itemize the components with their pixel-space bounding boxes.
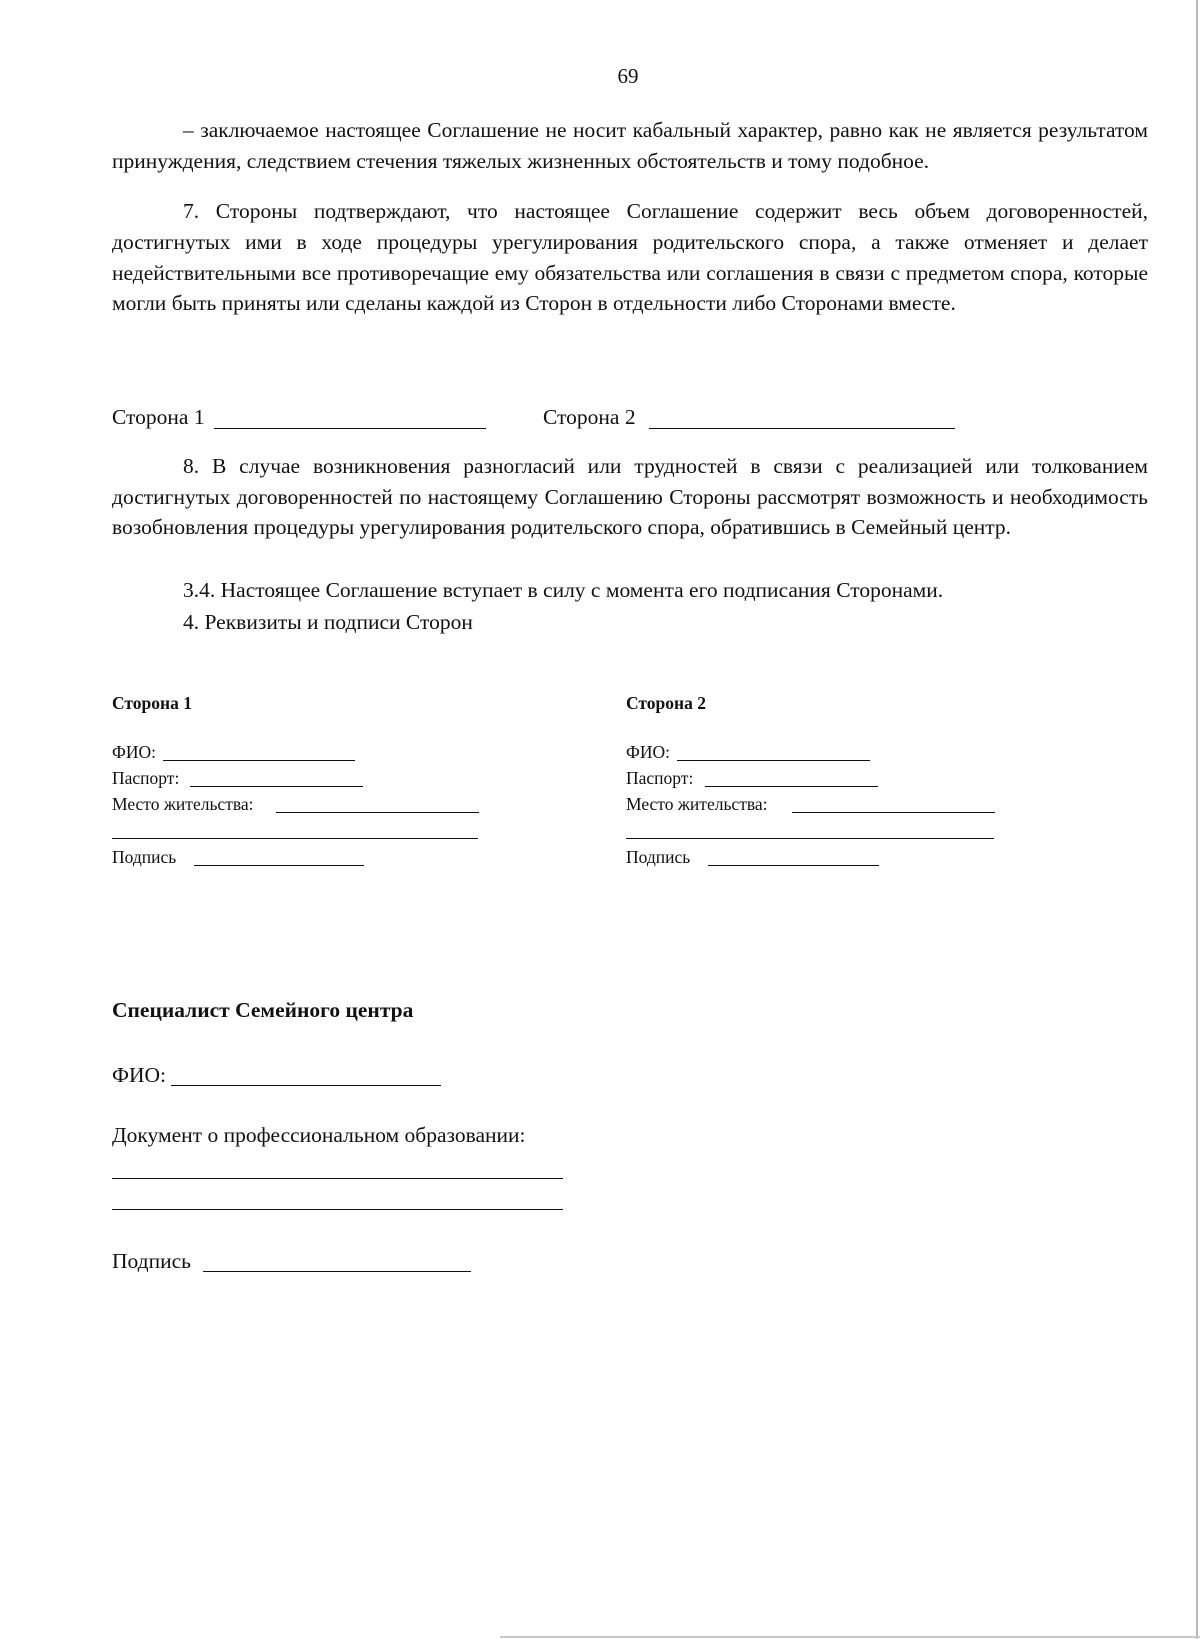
party1-residence-label: Место жительства: [112, 794, 254, 814]
specialist-signature-field[interactable] [203, 1271, 471, 1272]
paragraph-4: 4. Реквизиты и подписи Сторон [183, 610, 473, 634]
specialist-signature-label: Подпись [112, 1249, 191, 1273]
party1-sign-line[interactable] [214, 428, 486, 429]
paragraph-3-4: 3.4. Настоящее Соглашение вступает в силу с момента его подписания Сторонами. [183, 578, 944, 602]
party2-sign-label: Сторона 2 [543, 405, 636, 429]
specialist-fio-label: ФИО: [112, 1063, 167, 1087]
party1-sign-label: Сторона 1 [112, 405, 205, 429]
party2-heading: Сторона 2 [626, 693, 706, 713]
party1-heading: Сторона 1 [112, 693, 192, 713]
party1-fio-field[interactable] [163, 760, 355, 761]
specialist-education-field-1[interactable] [112, 1178, 563, 1179]
page-number: 69 [617, 64, 639, 88]
party1-fio-label: ФИО: [112, 742, 156, 762]
party2-fio-field[interactable] [677, 760, 870, 761]
party2-residence-label: Место жительства: [626, 794, 768, 814]
party2-passport-label: Паспорт: [626, 768, 694, 788]
paragraph-dash-item: – заключаемое настоящее Соглашение не носит кабальный характер, равно как не является результатом принуждения, следствием стечения тяжелых жизненных обстоятельств и тому подобное. [112, 118, 1148, 173]
party2-sign-line[interactable] [649, 428, 955, 429]
party1-signature-label: Подпись [112, 847, 177, 867]
party2-residence-field-line2[interactable] [626, 838, 994, 839]
party2-fio-label: ФИО: [626, 742, 670, 762]
party2-signature-label: Подпись [626, 847, 691, 867]
paragraph-8: 8. В случае возникновения разногласий или трудностей в связи с реализацией или толкованием достигнутых договоренностей по настоящему Соглашению Стороны рассмотрят возможность и необходимость возобновления процедуры урегулирования родительского спора, обратившись в Семейный центр. [112, 454, 1148, 539]
party2-passport-field[interactable] [705, 786, 878, 787]
party1-passport-label: Паспорт: [112, 768, 180, 788]
party1-signature-field[interactable] [194, 865, 364, 866]
party1-residence-field[interactable] [276, 812, 479, 813]
specialist-fio-field[interactable] [171, 1085, 441, 1086]
page-edge-right [1196, 0, 1198, 1639]
paragraph-7: 7. Стороны подтверждают, что настоящее Соглашение содержит весь объем договоренностей, достигнутых ими в ходе процедуры урегулирования родительского спора, а также отменяет и делает недействительными все противоречащие ему обязательства или соглашения в связи с предметом спора, которые могли быть приняты или сделаны каждой из Сторон в отдельности либо Сторонами вместе. [112, 199, 1148, 316]
specialist-heading: Специалист Семейного центра [112, 998, 414, 1022]
specialist-education-field-2[interactable] [112, 1209, 563, 1210]
party2-signature-field[interactable] [708, 865, 879, 866]
party2-residence-field[interactable] [792, 812, 995, 813]
page-edge-bottom [500, 1636, 1200, 1638]
party1-passport-field[interactable] [190, 786, 363, 787]
specialist-education-label: Документ о профессиональном образовании: [112, 1123, 526, 1147]
party1-residence-field-line2[interactable] [112, 838, 478, 839]
